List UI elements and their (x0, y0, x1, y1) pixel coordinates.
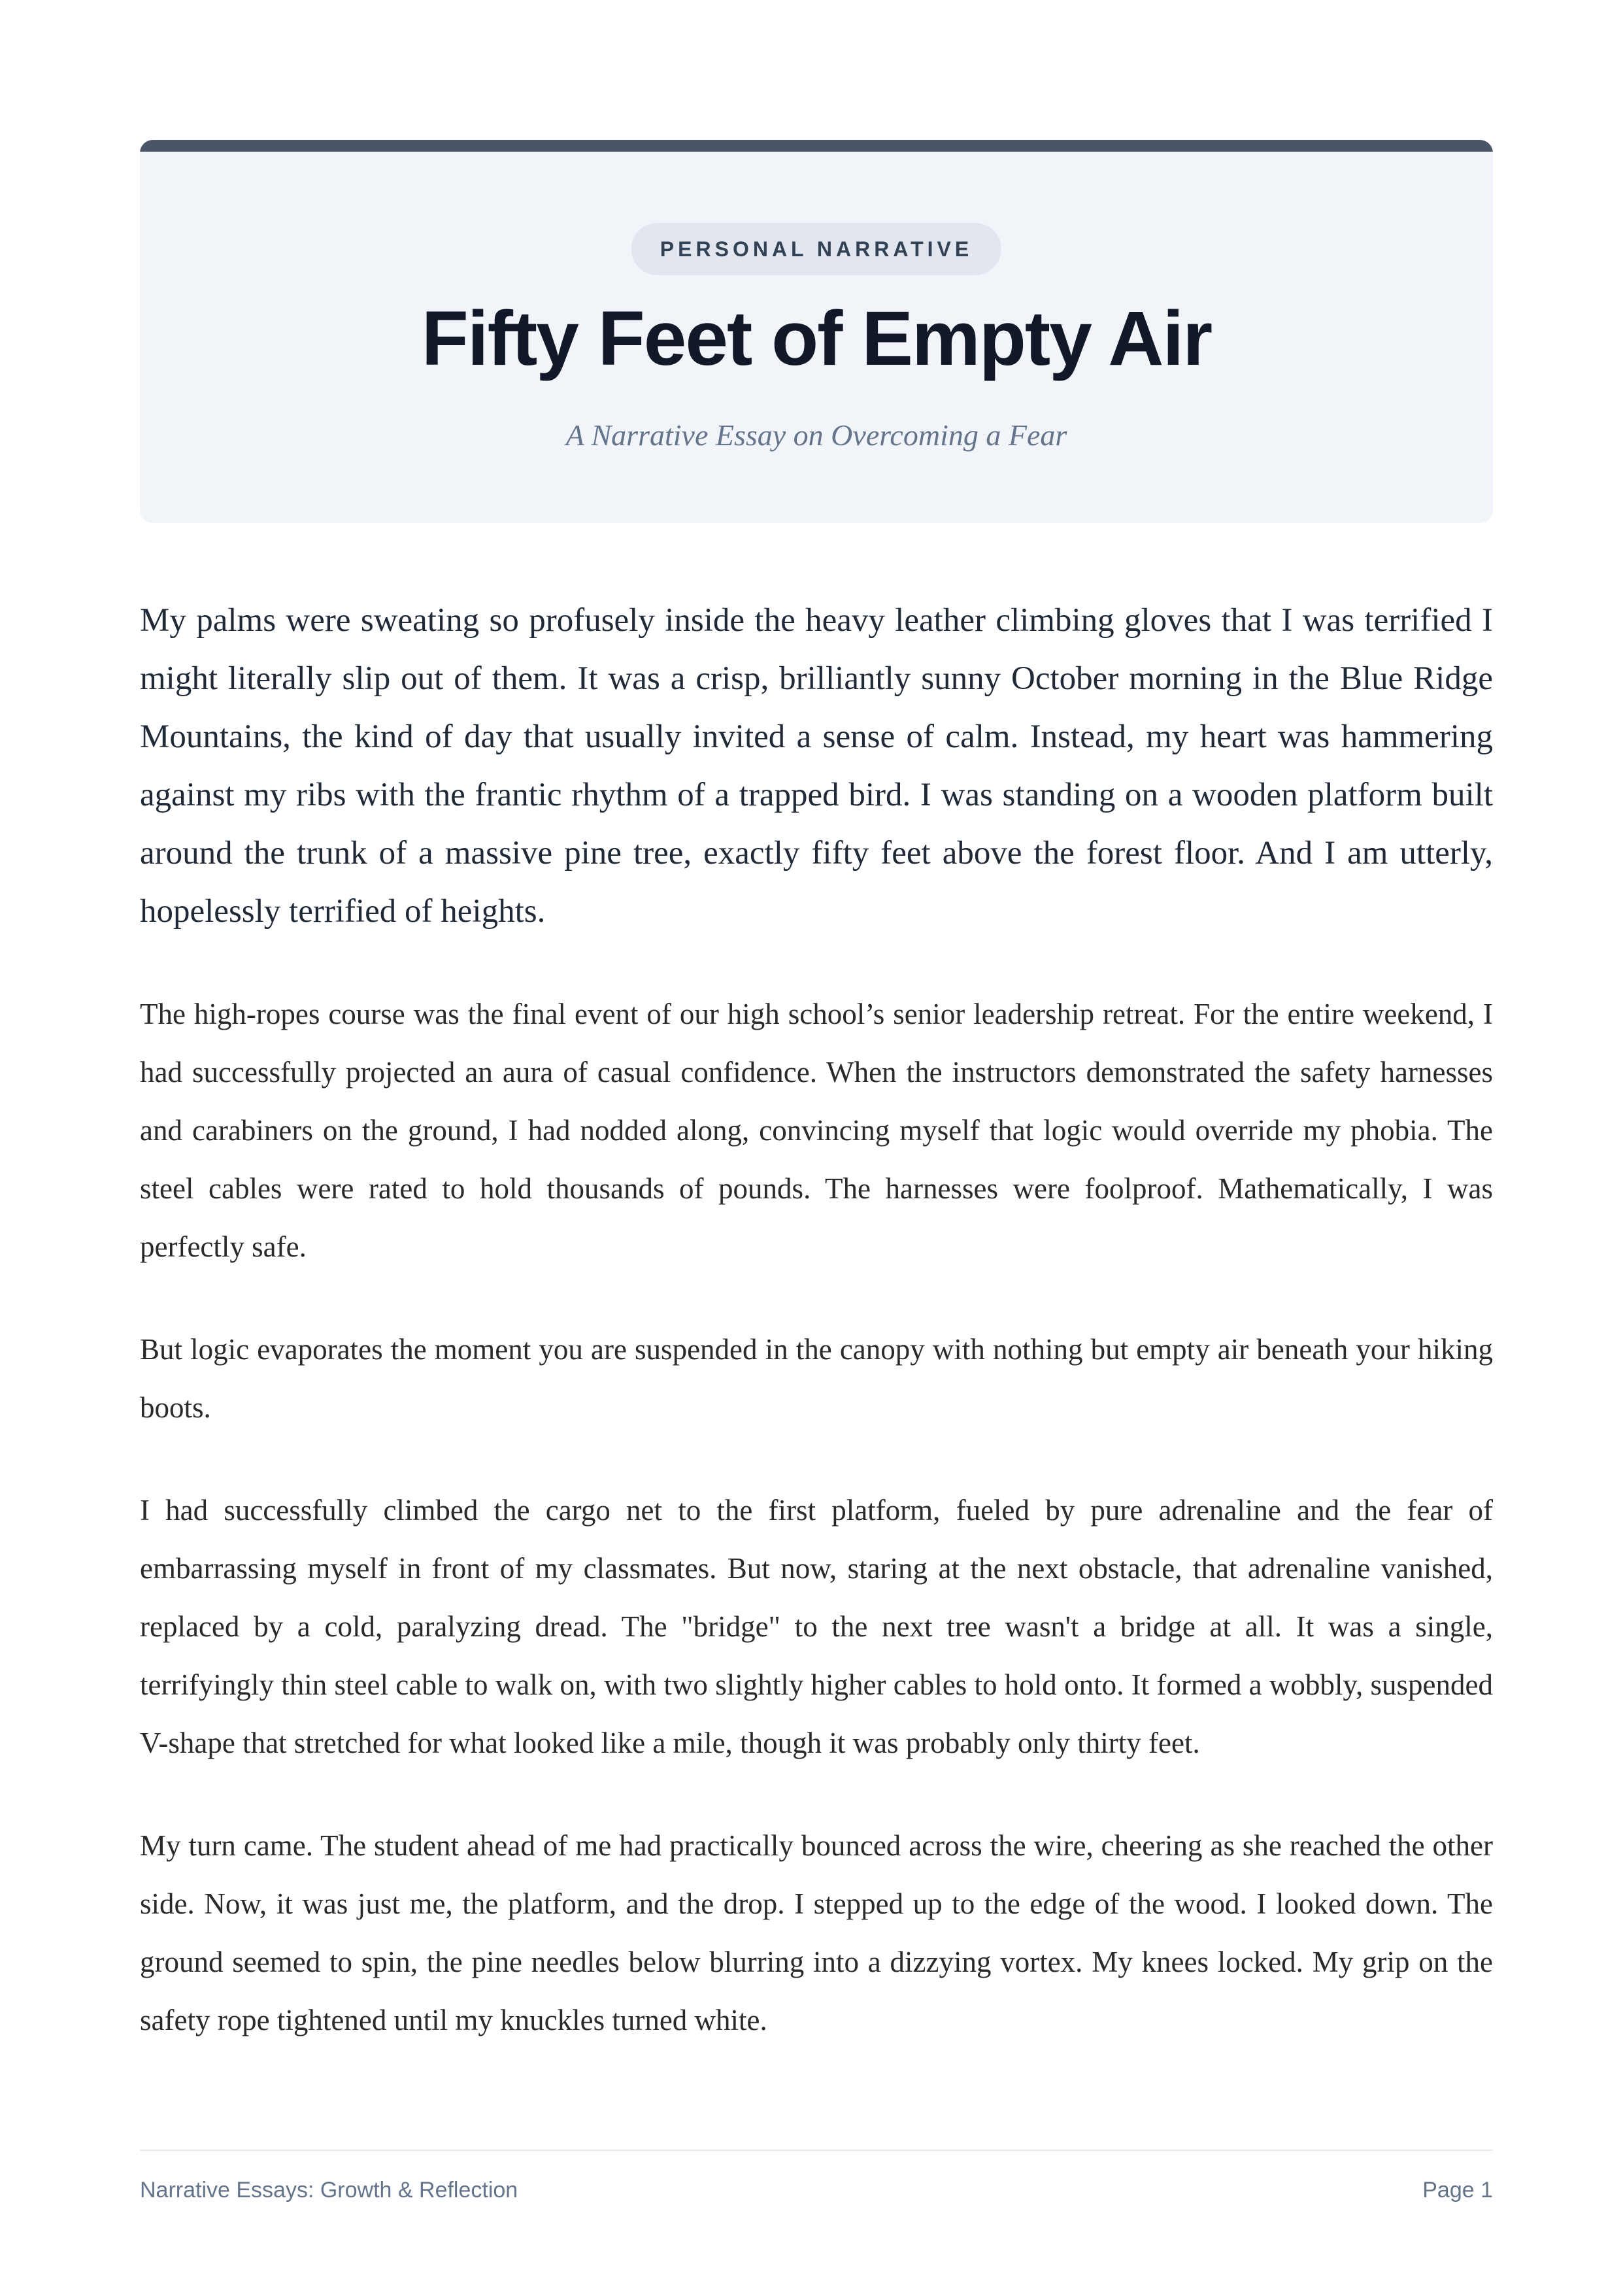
essay-title: Fifty Feet of Empty Air (421, 295, 1212, 382)
footer-collection-title: Narrative Essays: Growth & Reflection (140, 2178, 518, 2203)
paragraph: I had successfully climbed the cargo net to the first platform, fueled by pure adrenaline and the fear of embarrassing myself in front of my classmates. But now, staring at the next obstacle, that adrenaline vanished, replaced by a cold, paralyzing dread. The "bridge" to the next tree wasn't a bridge at all. It was a single, terrifyingly thin steel cable to walk on, with two slightly higher cables to hold onto. It formed a wobbly, suspended V-shape that stretched for what looked like a mile, though it was probably only thirty feet. (140, 1494, 1493, 1759)
header-card (140, 140, 1493, 523)
paragraph: The high-ropes course was the final event of our high school’s senior leadership retreat. For the entire weekend, I had successfully projected an aura of casual confidence. When the instructors demonstrated the safety harnesses and carabiners on the ground, I had nodded along, convincing myself that logic would override my phobia. The steel cables were rated to hold thousands of pounds. The harnesses were foolproof. Mathematically, I was perfectly safe. (140, 998, 1493, 1263)
category-badge: PERSONAL NARRATIVE (631, 223, 1001, 275)
footer-divider (140, 2150, 1493, 2151)
header-accent-bar (140, 140, 1493, 152)
essay-body (140, 592, 1493, 2094)
footer-page-number: Page 1 (1422, 2178, 1493, 2203)
paragraph: My turn came. The student ahead of me had practically bounced across the wire, cheering as she reached the other side. Now, it was just me, the platform, and the drop. I stepped up to the edge of the wood. I looked down. The ground seemed to spin, the pine needles below blurring into a dizzying vortex. My knees locked. My grip on the safety rope tightened until my knuckles turned white. (140, 1829, 1493, 2036)
paragraph: But logic evaporates the moment you are suspended in the canopy with nothing but empty air beneath your hiking boots. (140, 1333, 1493, 1424)
essay-subtitle: A Narrative Essay on Overcoming a Fear (565, 418, 1067, 452)
lead-paragraph: My palms were sweating so profusely inside the heavy leather climbing gloves that I was terrified I might literally slip out of them. It was a crisp, brilliantly sunny October morning in the Blue Ridge Mountains, the kind of day that usually invited a sense of calm. Instead, my heart was hammering against my ribs with the frantic rhythm of a trapped bird. I was standing on a wooden platform built around the trunk of a massive pine tree, exactly fifty feet above the forest floor. And I am utterly, hopelessly terrified of heights. (140, 602, 1493, 930)
